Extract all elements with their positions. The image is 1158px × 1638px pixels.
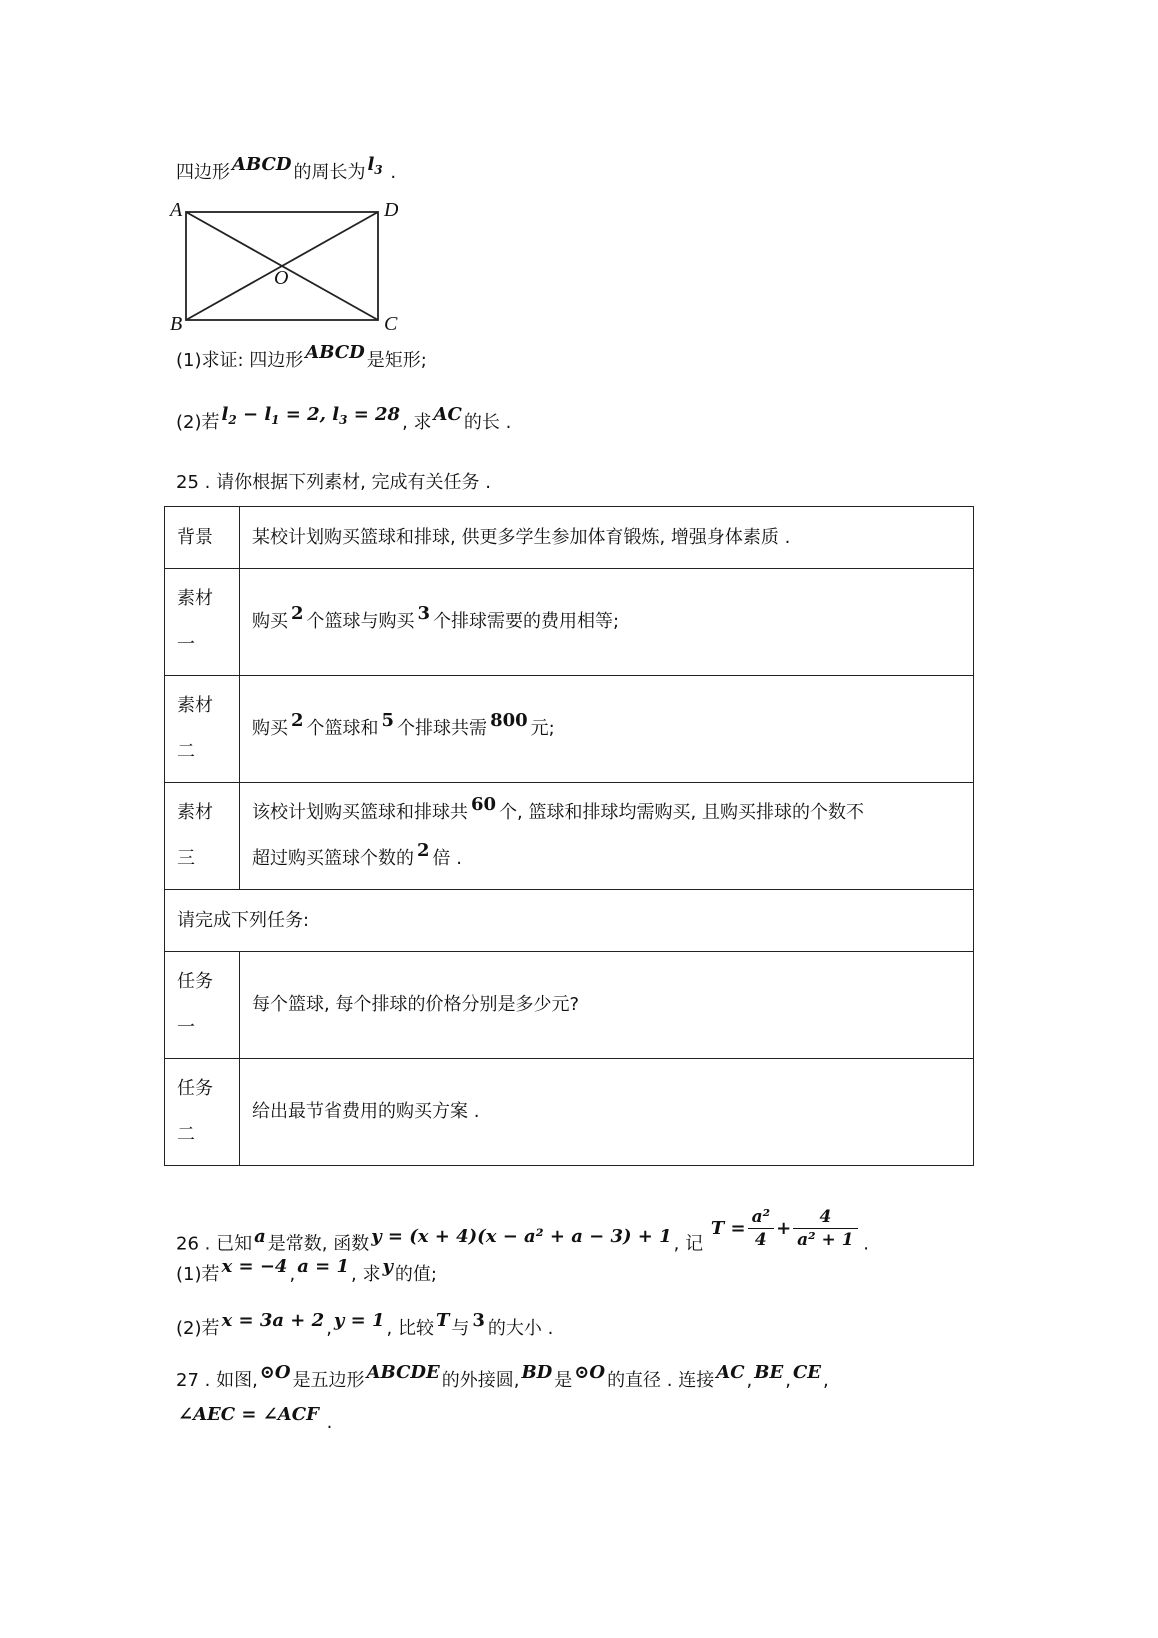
q27-ac: AC: [716, 1362, 745, 1383]
m1-t1: 购买: [252, 611, 288, 632]
m2-n3: 800: [490, 710, 528, 731]
q26-function: y = (x + 4)(x − a² + a − 3) + 1: [371, 1225, 672, 1247]
q26-part1: [176, 1256, 437, 1288]
q24-part2: [176, 404, 512, 441]
q24-part2-ac: AC: [433, 404, 462, 425]
q26-p2-T: T: [435, 1310, 450, 1331]
table-row-material1: [165, 569, 974, 676]
q27-t1: 27 . 如图,: [176, 1370, 258, 1391]
q27-ce: CE: [792, 1362, 821, 1383]
q24-eq-28: = 28: [347, 404, 401, 425]
cell-task2-label: 任务二: [165, 1059, 240, 1166]
q26-frac1-num: a²: [748, 1206, 774, 1229]
q26-end: .: [863, 1233, 870, 1255]
table-row-task1: [165, 952, 974, 1059]
label-c: C: [384, 313, 398, 335]
q24-eq-l3-sub: 3: [339, 413, 348, 427]
table-row-background: [165, 507, 974, 569]
q24-l3-l: l: [367, 154, 375, 175]
q27-t5: 的直径 . 连接: [607, 1370, 715, 1391]
q26-p2-t2: 与: [451, 1318, 470, 1339]
q24-part1-label: (1)求证:: [176, 350, 244, 371]
q26-p2-three: 3: [472, 1310, 485, 1331]
cell-task1-text: 每个篮球, 每个排球的价格分别是多少元?: [240, 952, 974, 1059]
m1-t3: 个排球需要的费用相等;: [433, 611, 620, 632]
q26-t1: 26 . 已知: [176, 1233, 253, 1255]
q24-abcd: ABCD: [232, 154, 292, 175]
q24-part2-text2: 的长 .: [463, 412, 512, 433]
q26-T-label: T =: [710, 1217, 746, 1239]
m3-n1: 60: [471, 794, 497, 815]
q26-frac2-den: a² + 1: [797, 1230, 854, 1250]
q24-eq-minus: −: [236, 404, 265, 425]
q26-p1-e2: a = 1: [297, 1256, 349, 1277]
q24-perimeter-line: [176, 154, 397, 191]
q24-mid-text: 的周长为: [293, 162, 366, 183]
q27-t4: 是: [554, 1370, 573, 1391]
m2-n2: 5: [381, 710, 395, 731]
q24-eq-eq2: = 2,: [279, 404, 333, 425]
q26-p2-e2: y = 1: [333, 1310, 385, 1331]
cell-background-text: 某校计划购买篮球和排球, 供更多学生参加体育锻炼, 增强身体素质 .: [240, 507, 974, 569]
m1-n2: 3: [417, 603, 431, 624]
q26-p2-e1: x = 3a + 2: [221, 1310, 325, 1331]
table-row-prompt: [165, 890, 974, 952]
cell-task1-label: 任务一: [165, 952, 240, 1059]
q26-plus: +: [776, 1217, 792, 1239]
q26-frac1-den: 4: [754, 1230, 767, 1250]
q27-stem: [176, 1362, 829, 1394]
q24-part1-abcd: ABCD: [305, 342, 365, 363]
q27-bd: BD: [521, 1362, 553, 1383]
m3-t2: 个, 篮球和排球均需购买, 且购买排球的个数不: [499, 802, 864, 823]
q26-p2-label: (2)若: [176, 1318, 220, 1339]
cell-material1-label: 素材一: [165, 569, 240, 676]
q24-eq-l1-sub: 1: [271, 413, 280, 427]
q24-part2-equation: [220, 404, 403, 425]
q24-l3-sub: 3: [374, 163, 383, 177]
q26-t2: 是常数, 函数: [267, 1233, 370, 1255]
q25-materials-table: [164, 506, 974, 1166]
cell-background-label: 背景: [165, 507, 240, 569]
rectangle-diagram: [168, 200, 398, 340]
cell-task2-text: 给出最节省费用的购买方案 .: [240, 1059, 974, 1166]
cell-material1-text: [240, 569, 974, 676]
q27-t3: 的外接圆,: [441, 1370, 520, 1391]
q26-a: a: [254, 1225, 266, 1247]
q26-p1-sep: ,: [289, 1264, 296, 1285]
q27-end: .: [326, 1412, 333, 1433]
q26-frac2: [793, 1206, 857, 1251]
q26-frac2-num: 4: [793, 1206, 857, 1229]
q26-p1-y: y: [382, 1256, 393, 1277]
q27-be: BE: [754, 1362, 784, 1383]
cell-material2-label: 素材二: [165, 676, 240, 783]
q24-part1: [176, 342, 427, 374]
q26-p1-t: , 求: [351, 1264, 381, 1285]
q27-circle-o2: ⊙O: [574, 1362, 606, 1383]
q26-part2: [176, 1310, 554, 1342]
q24-l3: [365, 154, 384, 175]
q26-p1-t2: 的值;: [394, 1264, 437, 1285]
q26-p2-t3: 的大小 .: [487, 1318, 554, 1339]
table-row-material2: [165, 676, 974, 783]
m2-t4: 元;: [530, 718, 555, 739]
label-b: B: [170, 313, 183, 335]
m3-t4: 倍 .: [432, 848, 462, 869]
m3-t1: 该校计划购买篮球和排球共: [252, 802, 468, 823]
q27-c3: ,: [822, 1370, 829, 1391]
table-row-task2: [165, 1059, 974, 1166]
cell-prompt: 请完成下列任务:: [165, 890, 974, 952]
m1-t2: 个篮球与购买: [306, 611, 415, 632]
cell-material3-text: [240, 783, 974, 890]
q27-angle-line: [176, 1404, 333, 1436]
q26-frac1: [748, 1206, 774, 1251]
q24-part1-text2: 是矩形;: [366, 350, 427, 371]
q24-end: .: [390, 162, 397, 183]
q27-abcde: ABCDE: [366, 1362, 440, 1383]
table-row-material3: [165, 783, 974, 890]
q27-angle: ∠AEC = ∠ACF: [178, 1404, 319, 1425]
label-o: O: [274, 267, 289, 289]
q27-circle-o: ⊙O: [259, 1362, 291, 1383]
q26-p1-e1: x = −4: [221, 1256, 288, 1277]
m3-n2: 2: [417, 840, 430, 861]
q26-p2-sep: ,: [326, 1318, 332, 1339]
q24-intro-text: 四边形: [176, 162, 230, 183]
q24-eq-l3: l: [332, 404, 340, 425]
label-d: D: [384, 200, 398, 221]
q27-c2: ,: [785, 1370, 791, 1391]
m2-t3: 个排球共需: [397, 718, 488, 739]
q27-c1: ,: [746, 1370, 753, 1391]
q24-eq-l2-sub: 2: [228, 413, 237, 427]
m3-t3: 超过购买篮球个数的: [252, 848, 414, 869]
q27-t2: 是五边形: [292, 1370, 365, 1391]
q24-eq-l1: l: [264, 404, 272, 425]
q26-p2-t: , 比较: [386, 1318, 434, 1339]
q25-title: 25 . 请你根据下列素材, 完成有关任务 .: [176, 472, 491, 493]
cell-material3-label: 素材三: [165, 783, 240, 890]
q24-part1-text1: 四边形: [249, 350, 304, 371]
label-a: A: [170, 200, 183, 221]
m2-t1: 购买: [252, 718, 288, 739]
q26-t3: , 记: [673, 1233, 704, 1255]
cell-material2-text: [240, 676, 974, 783]
m2-t2: 个篮球和: [306, 718, 379, 739]
q24-part2-label: (2)若: [176, 412, 220, 433]
m2-n1: 2: [291, 710, 304, 731]
q26-p1-label: (1)若: [176, 1264, 220, 1285]
q24-part2-text1: , 求: [402, 412, 432, 433]
q24-eq-l2: l: [221, 404, 229, 425]
m1-n1: 2: [291, 603, 304, 624]
